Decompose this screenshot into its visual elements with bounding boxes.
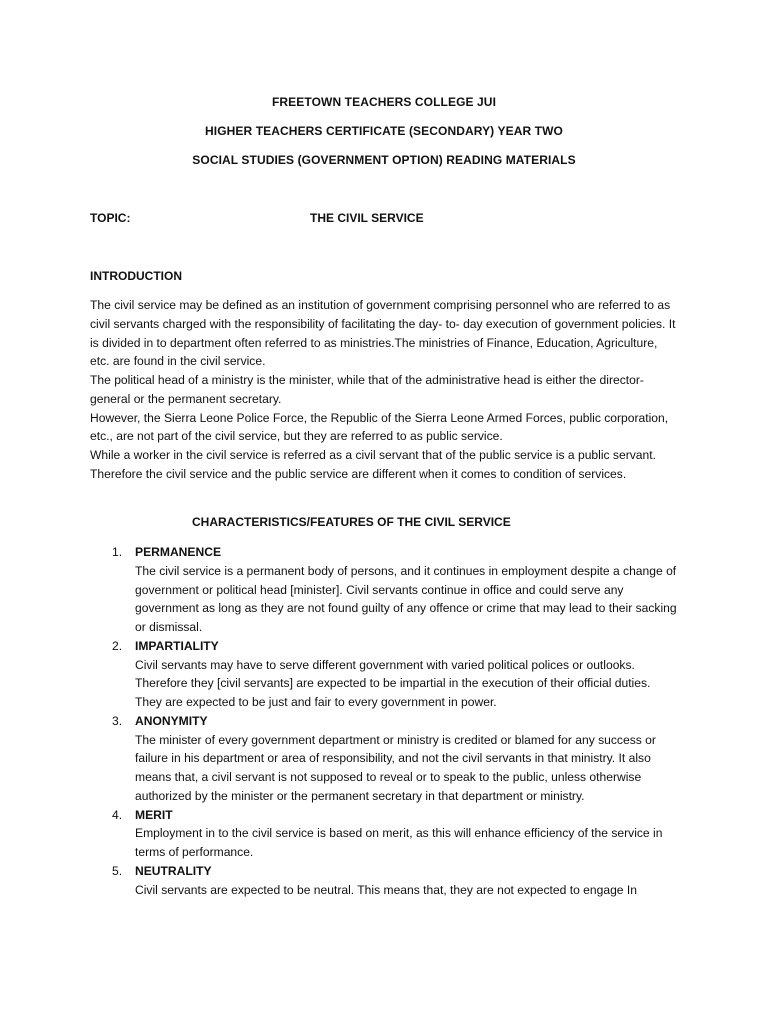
list-item-title: IMPARTIALITY xyxy=(135,638,219,653)
list-item-number: 5. xyxy=(112,863,123,878)
topic-title: THE CIVIL SERVICE xyxy=(310,211,424,225)
introduction-heading: INTRODUCTION xyxy=(90,269,182,283)
list-item-title: MERIT xyxy=(135,807,173,822)
list-item-title: PERMANENCE xyxy=(135,545,222,559)
list-item xyxy=(0,637,680,712)
list-item-title: ANONYMITY xyxy=(135,713,208,728)
list-item-number: 3. xyxy=(112,713,123,728)
characteristics-list xyxy=(0,543,768,899)
list-item-body: The minister of every government department or ministry is credited or blamed for any success or failure in his department or area of responsibility, and not the civil servants in that ministry. It also means that, a civil servant is not supposed to reveal or to speak to the public, unless otherwise authorized by the minister or the permanent secretary in that department or ministry. xyxy=(135,732,656,803)
list-item-body: Employment in to the civil service is based on merit, as this will enhance efficiency of the service in terms of performance. xyxy=(135,826,663,859)
characteristics-heading: CHARACTERISTICS/FEATURES OF THE CIVIL SERVICE xyxy=(192,515,511,529)
intro-paragraph: While a worker in the civil service is referred as a civil servant that of the public service is a public servant. Therefore the civil service and the public service are different when it comes to condition of services. xyxy=(90,448,656,481)
list-item xyxy=(0,543,680,637)
topic-label: TOPIC: xyxy=(90,211,131,225)
intro-paragraph: The civil service may be defined as an institution of government comprising personnel who are referred to as civil servants charged with the responsibility of facilitating the day- to- day execution of government policies. It is divided in to department often referred to as ministries.The ministries of Finance, Education, Agriculture, etc. are found in the civil service. xyxy=(90,298,676,369)
subject-heading: SOCIAL STUDIES (GOVERNMENT OPTION) READING MATERIALS xyxy=(192,153,576,167)
college-name-heading: FREETOWN TEACHERS COLLEGE JUI xyxy=(271,95,497,109)
intro-paragraph: The political head of a ministry is the minister, while that of the administrative head is either the director- general or the permanent secretary. xyxy=(90,373,644,406)
introduction-body xyxy=(90,296,680,484)
list-item xyxy=(0,862,680,900)
list-item-number: 2. xyxy=(112,638,123,653)
list-item xyxy=(0,712,680,806)
list-item-body: The civil service is a permanent body of persons, and it continues in employment despite a change of government or political head [minister]. Civil servants continue in office and could serve any government as long as they are not found guilty of any offence or crime that may lead to their sacking or dismissal. xyxy=(135,563,677,634)
list-item xyxy=(0,806,680,862)
list-item-number: 4. xyxy=(112,807,123,822)
list-item-body: Civil servants may have to serve different government with varied political polices or outlooks. Therefore they [civil servants] are expected to be impartial in the execution of their official duties. They are expected to be just and fair to every government in power. xyxy=(135,657,651,709)
list-item-number: 1. xyxy=(112,545,123,559)
intro-paragraph: However, the Sierra Leone Police Force, the Republic of the Sierra Leone Armed Forces, public corporation, etc., are not part of the civil service, but they are referred to as public service. xyxy=(90,410,669,444)
list-item-title: NEUTRALITY xyxy=(135,863,212,878)
certificate-heading: HIGHER TEACHERS CERTIFICATE (SECONDARY) YEAR TWO xyxy=(205,124,563,138)
list-item-body: Civil servants are expected to be neutral. This means that, they are not expected to engage In xyxy=(135,882,637,897)
